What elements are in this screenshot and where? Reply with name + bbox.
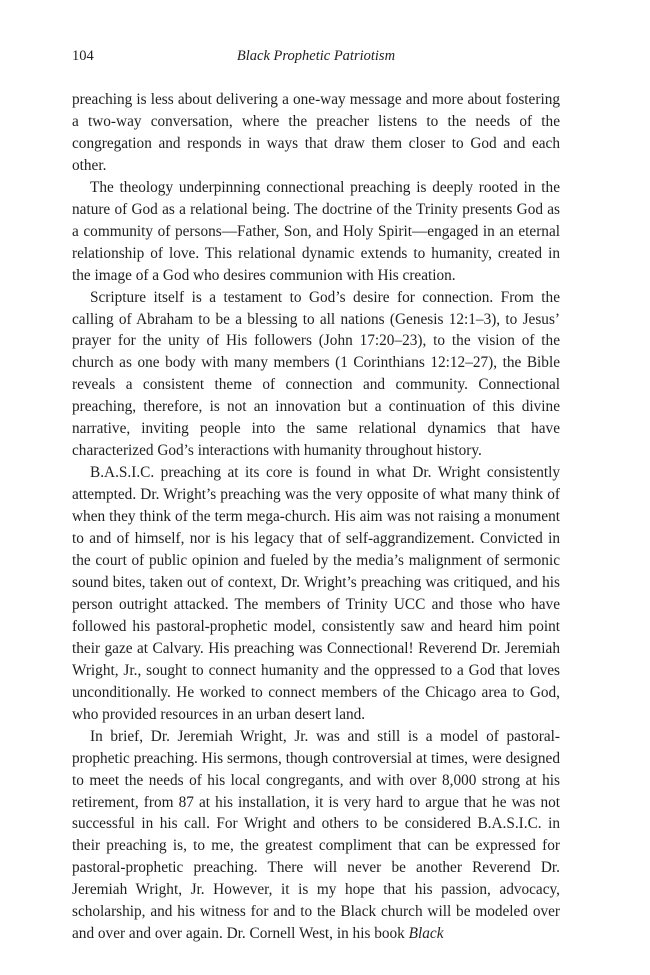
paragraph-4 (72, 462, 560, 725)
paragraph-4-text: B.A.S.I.C. preaching at its core is found in what Dr. Wright consistently attempted. Dr. Wright’s preaching was the very opposite of what many think of when they think of the term mega-church. His aim was not raising a monument to and of himself, nor is his legacy that of self-aggrandizement. Convicted in the court of public opinion and fueled by the media’s malignment of sermonic sound bites, taken out of context, Dr. Wright’s preaching was critiqued, and his person outright attacked. The members of Trinity UCC and those who have followed his pastoral-prophetic model, consistently saw and heard him point their gaze at Calvary. His preaching was Connectional! Reverend Dr. Jeremiah Wright, Jr., sought to connect humanity and the oppressed to a God that loves unconditionally. He worked to connect members of the Chicago area to God, who provided resources in an urban desert land. (72, 464, 560, 723)
book-title-italic: Black (408, 925, 444, 943)
paragraph-1 (72, 89, 560, 177)
body-text (72, 89, 560, 945)
paragraph-3 (72, 287, 560, 463)
running-title: Black Prophetic Patriotism (236, 48, 396, 64)
running-header (72, 46, 560, 66)
paragraph-3-text: Scripture itself is a testament to God’s desire for connection. From the calling of Abraham to be a blessing to all nations (Genesis 12:1–3), to Jesus’ prayer for the unity of His followers (John 17:20–23), to the vision of the church as one body with many members (1 Corinthians 12:12–27), the Bible reveals a consistent theme of connection and community. Connectional preaching, therefore, is not an innovation but a continuation of this divine narrative, inviting people into the same relational dynamics that have characterized God’s interactions with humanity throughout history. (72, 288, 560, 460)
paragraph-2 (72, 177, 560, 287)
paragraph-2-text: The theology underpinning connectional preaching is deeply rooted in the nature of God as a relational being. The doctrine of the Trinity presents God as a community of persons—Father, Son, and Holy Spirit—engaged in an eternal relationship of love. This relational dynamic extends to humanity, created in the image of a God who desires communion with His creation. (72, 178, 560, 284)
paragraph-5-text: In brief, Dr. Jeremiah Wright, Jr. was and still is a model of pastoral-prophetic preaching. His sermons, though controversial at times, were designed to meet the needs of his local congregants, and with over 8,000 strong at his retirement, from 87 at his installation, it is very hard to argue that he was not successful in his call. For Wright and others to be considered B.A.S.I.C. in their preaching is, to me, the greatest compliment that can be expressed for pastoral-prophetic preaching. There will never be another Reverend Dr. Jeremiah Wright, Jr. However, it is my hope that his passion, advocacy, scholarship, and his witness for and to the Black church will be modeled over and over and over again. Dr. Cornell West, in his book (72, 727, 560, 943)
page-number: 104 (72, 48, 94, 64)
paragraph-5 (72, 726, 560, 946)
paragraph-1-text: preaching is less about delivering a one-way message and more about fostering a two-way conversation, where the preacher listens to the needs of the congregation and responds in ways that draw them closer to God and each other. (72, 91, 560, 174)
